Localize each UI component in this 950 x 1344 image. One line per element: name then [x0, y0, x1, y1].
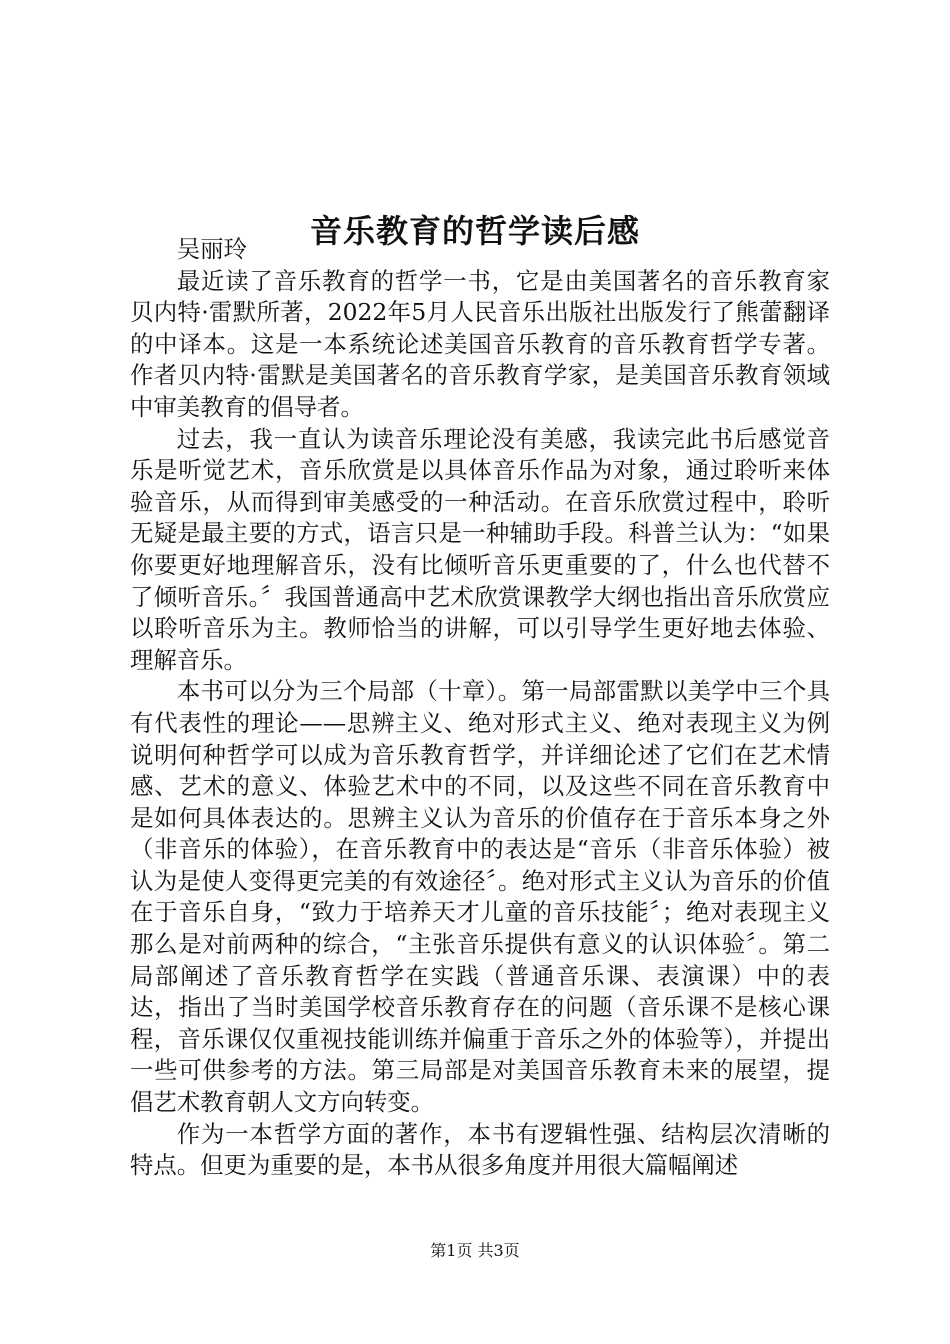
paragraph-1: 最近读了音乐教育的哲学一书，它是由美国著名的音乐教育家贝内特·雷默所著，2022年5月人民音乐出版社出版发行了熊蕾翻译的中译本。这是一本系统论述美国音乐教育的音乐教育哲学专著。作者贝内特·雷默是美国著名的音乐教育学家，是美国音乐教育领域中审美教育的倡导者。: [130, 266, 830, 421]
author-name: 吴丽玲: [176, 235, 247, 263]
document-body: [130, 234, 830, 1182]
paragraph-2: 过去，我一直认为读音乐理论没有美感，我读完此书后感觉音乐是听觉艺术，音乐欣赏是以具体音乐作品为对象，通过聆听来体验音乐，从而得到审美感受的一种活动。在音乐欣赏过程中，聆听无疑是最主要的方式，语言只是一种辅助手段。科普兰认为：“如果你要更好地理解音乐，没有比倾听音乐更重要的了，什么也代替不了倾听音乐。〞我国普通高中艺术欣赏课教学大纲也指出音乐欣赏应以聆听音乐为主。教师恰当的讲解，可以引导学生更好地去体验、理解音乐。: [130, 424, 830, 674]
page-footer: 第1页 共3页: [430, 1241, 520, 1260]
document-title: 音乐教育的哲学读后感: [309, 212, 640, 251]
paragraph-3: 本书可以分为三个局部（十章）。第一局部雷默以美学中三个具有代表性的理论——思辨主义、绝对形式主义、绝对表现主义为例说明何种哲学可以成为音乐教育哲学，并详细论述了它们在艺术情感、艺术的意义、体验艺术中的不同，以及这些不同在音乐教育中是如何具体表达的。思辨主义认为音乐的价值存在于音乐本身之外（非音乐的体验），在音乐教育中的表达是“音乐（非音乐体验）被认为是使人变得更完美的有效途径〞。绝对形式主义认为音乐的价值在于音乐自身，“致力于培养天才儿童的音乐技能〞；绝对表现主义那么是对前两种的综合，“主张音乐提供有意义的认识体验〞。第二局部阐述了音乐教育哲学在实践（普通音乐课、表演课）中的表达，指出了当时美国学校音乐教育存在的问题（音乐课不是核心课程，音乐课仅仅重视技能训练并偏重于音乐之外的体验等），并提出一些可供参考的方法。第三局部是对美国音乐教育未来的展望，提倡艺术教育朝人文方向转变。: [130, 677, 830, 1117]
paragraph-4: 作为一本哲学方面的著作，本书有逻辑性强、结构层次清晰的特点。但更为重要的是，本书从很多角度并用很大篇幅阐述: [130, 1119, 830, 1180]
